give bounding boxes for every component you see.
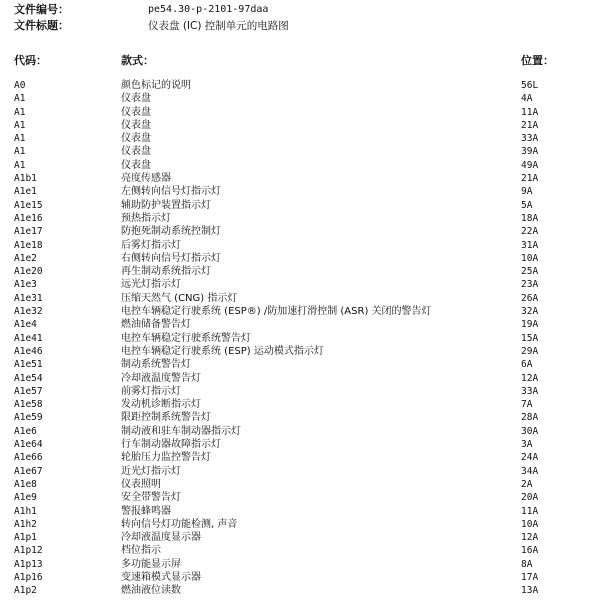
component-description: 亮度传感器 bbox=[121, 173, 171, 185]
component-description: 档位指示 bbox=[121, 545, 161, 557]
component-description: 仪表盘 bbox=[121, 133, 151, 145]
component-description: 制动系统警告灯 bbox=[121, 359, 191, 371]
component-position: 21A bbox=[521, 119, 539, 131]
file-title-value: 仪表盘 (IC) 控制单元的电路图 bbox=[148, 20, 289, 32]
component-description: 警报蜂鸣器 bbox=[121, 505, 171, 517]
component-code: A1e9 bbox=[14, 492, 37, 504]
component-code: A1e1 bbox=[14, 186, 37, 198]
component-description: 行车制动器故障指示灯 bbox=[121, 439, 221, 451]
component-position: 29A bbox=[521, 345, 539, 357]
component-code: A1e59 bbox=[14, 412, 43, 424]
component-code: A1h2 bbox=[14, 518, 37, 530]
component-position: 31A bbox=[521, 239, 539, 251]
component-position: 9A bbox=[521, 186, 533, 198]
file-number-label: 文件编号： bbox=[14, 3, 69, 16]
table-row bbox=[0, 318, 604, 331]
component-position: 10A bbox=[521, 252, 539, 264]
component-position: 49A bbox=[521, 159, 539, 171]
table-row bbox=[0, 465, 604, 478]
component-code: A0 bbox=[14, 80, 26, 91]
component-description: 右侧转向信号灯指示灯 bbox=[121, 252, 221, 264]
table-row bbox=[0, 225, 604, 238]
component-position: 2A bbox=[521, 478, 533, 490]
component-description: 电控车辆稳定行驶系统 (ESP®) /防加速打滑控制 (ASR) 关闭的警告灯 bbox=[121, 306, 432, 318]
component-position: 23A bbox=[521, 279, 539, 291]
component-code: A1 bbox=[14, 146, 26, 158]
component-position: 33A bbox=[521, 385, 539, 397]
component-description: 左侧转向信号灯指示灯 bbox=[121, 186, 221, 198]
component-code: A1e8 bbox=[14, 478, 37, 490]
component-code: A1h1 bbox=[14, 505, 37, 517]
component-position: 33A bbox=[521, 133, 539, 145]
table-row bbox=[0, 239, 604, 252]
component-code: A1e46 bbox=[14, 345, 43, 357]
component-position: 18A bbox=[521, 212, 539, 224]
component-position: 7A bbox=[521, 399, 533, 411]
component-description: 电控车辆稳定行驶系统 (ESP) 运动模式指示灯 bbox=[121, 345, 324, 357]
component-code: A1p13 bbox=[14, 558, 43, 570]
component-position: 25A bbox=[521, 266, 539, 278]
table-row bbox=[0, 172, 604, 185]
component-description: 辅助防护装置指示灯 bbox=[121, 199, 211, 211]
component-code: A1e64 bbox=[14, 439, 43, 451]
table-row bbox=[0, 385, 604, 398]
component-description: 预热指示灯 bbox=[121, 212, 171, 224]
component-position: 6A bbox=[521, 359, 533, 371]
component-position: 20A bbox=[521, 492, 539, 504]
table-row bbox=[0, 584, 604, 597]
file-title-label: 文件标题： bbox=[14, 19, 69, 32]
file-number-value: pe54.30-p-2101-97daa bbox=[148, 4, 269, 15]
component-description: 燃油储备警告灯 bbox=[121, 319, 191, 331]
table-row bbox=[0, 106, 604, 119]
table-row bbox=[0, 451, 604, 464]
component-position: 19A bbox=[521, 319, 539, 331]
component-description: 近光灯指示灯 bbox=[121, 465, 181, 477]
component-code: A1e51 bbox=[14, 359, 43, 371]
component-code: A1 bbox=[14, 106, 26, 118]
component-code: A1e16 bbox=[14, 212, 43, 224]
table-row bbox=[0, 212, 604, 225]
table-row bbox=[0, 398, 604, 411]
component-code: A1 bbox=[14, 119, 26, 131]
component-code: A1e18 bbox=[14, 239, 43, 251]
component-position: 28A bbox=[521, 412, 539, 424]
table-row bbox=[0, 372, 604, 385]
component-position: 56L bbox=[521, 80, 539, 91]
component-position: 21A bbox=[521, 173, 539, 185]
component-description: 转向信号灯功能检测, 声音 bbox=[121, 518, 238, 530]
column-header-code: 代码： bbox=[14, 54, 47, 67]
component-code: A1p2 bbox=[14, 585, 37, 597]
component-code: A1e20 bbox=[14, 266, 43, 278]
component-description: 冷却液温度显示器 bbox=[121, 532, 201, 544]
component-description: 发动机诊断指示灯 bbox=[121, 399, 201, 411]
component-description: 再生制动系统指示灯 bbox=[121, 266, 211, 278]
component-position: 12A bbox=[521, 372, 539, 384]
component-code: A1p1 bbox=[14, 532, 37, 544]
component-position: 5A bbox=[521, 199, 533, 211]
table-row bbox=[0, 185, 604, 198]
component-code: A1 bbox=[14, 159, 26, 171]
component-description: 电控车辆稳定行驶系统警告灯 bbox=[121, 332, 251, 344]
component-code: A1e4 bbox=[14, 319, 37, 331]
table-row bbox=[0, 79, 604, 92]
table-row bbox=[0, 119, 604, 132]
component-code: A1 bbox=[14, 93, 26, 105]
component-position: 3A bbox=[521, 439, 533, 451]
table-row bbox=[0, 518, 604, 531]
component-description: 前雾灯指示灯 bbox=[121, 385, 181, 397]
component-code: A1e54 bbox=[14, 372, 43, 384]
component-position: 11A bbox=[521, 106, 539, 118]
component-position: 12A bbox=[521, 532, 539, 544]
table-row bbox=[0, 531, 604, 544]
table-row bbox=[0, 571, 604, 584]
table-row bbox=[0, 491, 604, 504]
component-position: 34A bbox=[521, 465, 539, 477]
table-row bbox=[0, 544, 604, 557]
table-row bbox=[0, 358, 604, 371]
component-code: A1e2 bbox=[14, 252, 37, 264]
component-code: A1e31 bbox=[14, 292, 43, 304]
table-row bbox=[0, 132, 604, 145]
component-code: A1e41 bbox=[14, 332, 43, 344]
component-position: 22A bbox=[521, 226, 539, 238]
table-row bbox=[0, 159, 604, 172]
component-description: 冷却液温度警告灯 bbox=[121, 372, 201, 384]
component-description: 仪表照明 bbox=[121, 478, 161, 490]
component-description: 仪表盘 bbox=[121, 159, 151, 171]
component-position: 10A bbox=[521, 518, 539, 530]
component-code: A1e17 bbox=[14, 226, 43, 238]
component-position: 16A bbox=[521, 545, 539, 557]
table-row bbox=[0, 265, 604, 278]
component-code: A1e6 bbox=[14, 425, 37, 437]
component-code: A1 bbox=[14, 133, 26, 145]
component-description: 远光灯指示灯 bbox=[121, 279, 181, 291]
component-description: 后雾灯指示灯 bbox=[121, 239, 181, 251]
component-description: 仪表盘 bbox=[121, 93, 151, 105]
table-row bbox=[0, 145, 604, 158]
component-description: 多功能显示屏 bbox=[121, 558, 181, 570]
component-description: 燃油液位读数 bbox=[121, 585, 181, 597]
component-position: 11A bbox=[521, 505, 539, 517]
component-description: 仪表盘 bbox=[121, 106, 151, 118]
component-code: A1p12 bbox=[14, 545, 43, 557]
component-code: A1e57 bbox=[14, 385, 43, 397]
component-code: A1e15 bbox=[14, 199, 43, 211]
component-description: 压缩天然气 (CNG) 指示灯 bbox=[121, 292, 238, 304]
table-row bbox=[0, 345, 604, 358]
column-header-style: 款式： bbox=[121, 54, 154, 67]
component-position: 8A bbox=[521, 558, 533, 570]
table-row bbox=[0, 505, 604, 518]
component-description: 变速箱模式显示器 bbox=[121, 571, 201, 583]
component-description: 限距控制系统警告灯 bbox=[121, 412, 211, 424]
table-row bbox=[0, 332, 604, 345]
component-code: A1e3 bbox=[14, 279, 37, 291]
component-table-body bbox=[0, 79, 604, 598]
component-description: 防抱死制动系统控制灯 bbox=[121, 226, 221, 238]
table-row bbox=[0, 558, 604, 571]
table-row bbox=[0, 252, 604, 265]
component-position: 39A bbox=[521, 146, 539, 158]
component-description: 仪表盘 bbox=[121, 119, 151, 131]
component-description: 安全带警告灯 bbox=[121, 492, 181, 504]
component-code: A1e58 bbox=[14, 399, 43, 411]
component-code: A1e66 bbox=[14, 452, 43, 464]
table-row bbox=[0, 292, 604, 305]
component-code: A1e67 bbox=[14, 465, 43, 477]
table-row bbox=[0, 438, 604, 451]
table-row bbox=[0, 278, 604, 291]
component-position: 15A bbox=[521, 332, 539, 344]
component-position: 17A bbox=[521, 571, 539, 583]
component-code: A1e32 bbox=[14, 306, 43, 318]
table-row bbox=[0, 425, 604, 438]
component-description: 制动液和驻车制动器指示灯 bbox=[121, 425, 241, 437]
component-description: 仪表盘 bbox=[121, 146, 151, 158]
component-position: 30A bbox=[521, 425, 539, 437]
component-position: 24A bbox=[521, 452, 539, 464]
table-row bbox=[0, 305, 604, 318]
component-code: A1p16 bbox=[14, 571, 43, 583]
component-position: 13A bbox=[521, 585, 539, 597]
component-position: 32A bbox=[521, 306, 539, 318]
table-row bbox=[0, 411, 604, 424]
component-description: 轮胎压力监控警告灯 bbox=[121, 452, 211, 464]
component-position: 4A bbox=[521, 93, 533, 105]
column-header-position: 位置： bbox=[521, 54, 554, 67]
table-row bbox=[0, 478, 604, 491]
table-row bbox=[0, 199, 604, 212]
component-position: 26A bbox=[521, 292, 539, 304]
component-description: 颜色标记的说明 bbox=[121, 80, 191, 91]
table-row bbox=[0, 92, 604, 105]
component-code: A1b1 bbox=[14, 173, 37, 185]
